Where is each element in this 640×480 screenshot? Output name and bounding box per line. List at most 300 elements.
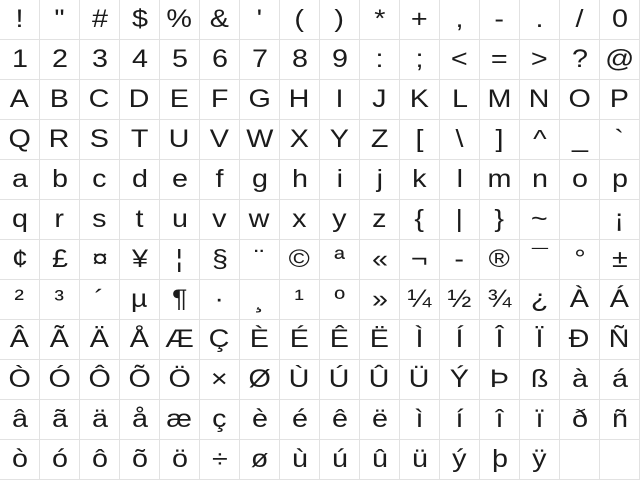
glyph-cell[interactable] [480, 360, 520, 400]
glyph: ¦ [175, 245, 184, 273]
glyph-cell[interactable] [600, 360, 640, 400]
glyph-cell[interactable] [400, 240, 440, 280]
glyph: Â [9, 325, 30, 353]
glyph: I [335, 85, 344, 113]
glyph-cell[interactable] [0, 200, 40, 240]
glyph-cell[interactable] [160, 200, 200, 240]
glyph-cell[interactable] [600, 280, 640, 320]
glyph-cell[interactable] [360, 240, 400, 280]
glyph-cell[interactable] [200, 160, 240, 200]
glyph-cell[interactable] [320, 320, 360, 360]
glyph-cell[interactable] [400, 320, 440, 360]
glyph: ¯ [531, 245, 548, 273]
glyph-cell[interactable] [200, 0, 240, 40]
glyph-cell[interactable] [200, 40, 240, 80]
glyph-cell[interactable] [480, 120, 520, 160]
glyph-cell[interactable] [160, 320, 200, 360]
glyph-cell[interactable] [80, 80, 120, 120]
glyph-cell[interactable] [240, 360, 280, 400]
glyph-cell[interactable] [240, 0, 280, 40]
glyph-cell[interactable] [360, 120, 400, 160]
glyph-cell[interactable] [280, 0, 320, 40]
glyph-cell[interactable] [560, 360, 600, 400]
glyph-cell[interactable] [80, 160, 120, 200]
glyph-cell[interactable] [0, 40, 40, 80]
glyph-cell[interactable] [160, 120, 200, 160]
glyph-cell[interactable] [40, 320, 80, 360]
glyph-cell[interactable] [80, 200, 120, 240]
glyph-cell[interactable] [320, 0, 360, 40]
glyph-cell[interactable] [40, 40, 80, 80]
glyph-cell[interactable] [80, 280, 120, 320]
glyph: Ð [569, 325, 590, 353]
glyph-cell[interactable] [520, 0, 560, 40]
glyph-cell[interactable] [560, 120, 600, 160]
glyph: Q [8, 125, 31, 153]
glyph: È [249, 325, 270, 353]
glyph-cell[interactable] [280, 440, 320, 480]
glyph-cell[interactable] [40, 120, 80, 160]
glyph: g [251, 165, 268, 193]
glyph-cell[interactable] [400, 440, 440, 480]
glyph: e [171, 165, 188, 193]
glyph: R [49, 125, 70, 153]
glyph: t [135, 205, 144, 233]
glyph-cell[interactable] [200, 280, 240, 320]
glyph-cell[interactable] [520, 120, 560, 160]
glyph-cell[interactable] [440, 360, 480, 400]
glyph-cell[interactable] [320, 360, 360, 400]
glyph: ö [171, 445, 188, 473]
glyph-cell[interactable] [40, 360, 80, 400]
glyph: Z [370, 125, 389, 153]
glyph: Ò [8, 365, 31, 393]
glyph-cell[interactable] [240, 200, 280, 240]
glyph-cell[interactable] [400, 360, 440, 400]
glyph: Ø [248, 365, 271, 393]
empty-glyph-cell [560, 440, 600, 480]
glyph-cell[interactable] [320, 400, 360, 440]
glyph-cell[interactable] [120, 400, 160, 440]
glyph-cell[interactable] [280, 400, 320, 440]
glyph-cell[interactable] [80, 360, 120, 400]
glyph-cell[interactable] [440, 0, 480, 40]
glyph-cell[interactable] [40, 440, 80, 480]
glyph: Ú [329, 365, 350, 393]
glyph-cell[interactable] [400, 280, 440, 320]
glyph: - [454, 245, 465, 273]
glyph: ; [415, 45, 424, 73]
glyph: Ë [369, 325, 390, 353]
glyph: & [209, 5, 230, 33]
glyph-cell[interactable] [240, 280, 280, 320]
glyph-cell[interactable] [560, 320, 600, 360]
glyph: ¾ [487, 285, 512, 313]
glyph: è [251, 405, 268, 433]
glyph: m [487, 165, 512, 193]
glyph-cell[interactable] [560, 0, 600, 40]
glyph: ] [495, 125, 504, 153]
glyph: û [371, 445, 388, 473]
glyph-cell[interactable] [160, 240, 200, 280]
glyph: ç [212, 405, 227, 433]
glyph-cell[interactable] [360, 160, 400, 200]
glyph-cell[interactable] [520, 360, 560, 400]
glyph: : [375, 45, 384, 73]
glyph-cell[interactable] [40, 200, 80, 240]
glyph-cell[interactable] [280, 200, 320, 240]
glyph: T [130, 125, 149, 153]
glyph: 5 [171, 45, 188, 73]
glyph-cell[interactable] [520, 280, 560, 320]
glyph-cell[interactable] [600, 0, 640, 40]
glyph: Å [129, 325, 150, 353]
glyph-cell[interactable] [40, 280, 80, 320]
glyph: } [494, 205, 505, 233]
glyph-cell[interactable] [280, 160, 320, 200]
glyph: É [289, 325, 310, 353]
glyph: Ý [449, 365, 470, 393]
glyph-cell[interactable] [400, 200, 440, 240]
glyph-cell[interactable] [160, 400, 200, 440]
glyph: \ [455, 125, 464, 153]
glyph: í [455, 405, 464, 433]
glyph-cell[interactable] [40, 400, 80, 440]
glyph-cell[interactable] [0, 80, 40, 120]
glyph-cell[interactable] [0, 120, 40, 160]
glyph-cell[interactable] [600, 160, 640, 200]
glyph: P [609, 85, 630, 113]
glyph-cell[interactable] [360, 40, 400, 80]
glyph-cell[interactable] [40, 0, 80, 40]
glyph-cell[interactable] [520, 40, 560, 80]
glyph-cell[interactable] [320, 280, 360, 320]
glyph-cell[interactable] [440, 200, 480, 240]
glyph-cell[interactable] [240, 440, 280, 480]
glyph-cell[interactable] [600, 120, 640, 160]
glyph-cell[interactable] [0, 240, 40, 280]
glyph-cell[interactable] [360, 400, 400, 440]
glyph-cell[interactable] [560, 240, 600, 280]
glyph: U [169, 125, 190, 153]
glyph-cell[interactable] [320, 160, 360, 200]
glyph-cell[interactable] [480, 0, 520, 40]
glyph-cell[interactable] [240, 120, 280, 160]
glyph: F [210, 85, 229, 113]
glyph: ¼ [407, 285, 432, 313]
glyph: Ñ [609, 325, 630, 353]
glyph-cell[interactable] [200, 80, 240, 120]
glyph: ¸ [254, 285, 265, 313]
glyph: ¢ [11, 245, 28, 273]
glyph: C [89, 85, 110, 113]
glyph: - [494, 5, 505, 33]
glyph: % [166, 5, 193, 33]
glyph-cell[interactable] [240, 80, 280, 120]
glyph: v [212, 205, 227, 233]
glyph: , [455, 5, 464, 33]
glyph-cell[interactable] [200, 360, 240, 400]
glyph: # [91, 5, 108, 33]
glyph-cell[interactable] [160, 80, 200, 120]
glyph-cell[interactable] [480, 320, 520, 360]
glyph-cell[interactable] [360, 320, 400, 360]
glyph-cell[interactable] [120, 200, 160, 240]
glyph: w [249, 205, 270, 233]
glyph: ù [291, 445, 308, 473]
glyph: Õ [128, 365, 151, 393]
glyph-cell[interactable] [80, 40, 120, 80]
glyph: H [289, 85, 310, 113]
glyph-cell[interactable] [320, 240, 360, 280]
glyph-cell[interactable] [40, 80, 80, 120]
glyph-cell[interactable] [0, 0, 40, 40]
glyph-cell[interactable] [480, 440, 520, 480]
glyph-cell[interactable] [480, 240, 520, 280]
glyph-cell[interactable] [600, 320, 640, 360]
glyph: Á [609, 285, 630, 313]
glyph: ^ [532, 125, 547, 153]
glyph: ¬ [411, 245, 428, 273]
glyph-cell[interactable] [80, 120, 120, 160]
glyph: ï [535, 405, 544, 433]
glyph-cell[interactable] [0, 440, 40, 480]
glyph-cell[interactable] [160, 40, 200, 80]
glyph: á [611, 365, 628, 393]
glyph-cell[interactable] [520, 80, 560, 120]
glyph: é [291, 405, 308, 433]
glyph-cell[interactable] [400, 120, 440, 160]
glyph-cell[interactable] [120, 360, 160, 400]
glyph-cell[interactable] [480, 80, 520, 120]
glyph: ÷ [211, 445, 228, 473]
glyph-cell[interactable] [560, 400, 600, 440]
glyph-cell[interactable] [560, 160, 600, 200]
glyph: c [92, 165, 107, 193]
glyph-cell[interactable] [160, 160, 200, 200]
glyph-cell[interactable] [400, 80, 440, 120]
glyph-cell[interactable] [440, 280, 480, 320]
glyph: 1 [11, 45, 28, 73]
glyph-cell[interactable] [240, 240, 280, 280]
glyph: ¿ [530, 285, 549, 313]
glyph: Û [369, 365, 390, 393]
glyph: ° [573, 245, 586, 273]
glyph-cell[interactable] [0, 320, 40, 360]
glyph: µ [131, 285, 148, 313]
glyph-cell[interactable] [480, 200, 520, 240]
glyph-cell[interactable] [520, 240, 560, 280]
empty-glyph-cell [560, 200, 600, 240]
glyph-cell[interactable] [440, 40, 480, 80]
glyph-cell[interactable] [560, 280, 600, 320]
glyph-cell[interactable] [360, 200, 400, 240]
glyph-cell[interactable] [520, 320, 560, 360]
glyph-cell[interactable] [280, 80, 320, 120]
glyph-cell[interactable] [320, 120, 360, 160]
glyph-cell[interactable] [120, 120, 160, 160]
glyph: ( [294, 5, 305, 33]
glyph: J [372, 85, 387, 113]
glyph-cell[interactable] [400, 40, 440, 80]
glyph: j [376, 165, 383, 193]
glyph: q [11, 205, 28, 233]
glyph-cell[interactable] [400, 160, 440, 200]
glyph: 4 [131, 45, 148, 73]
glyph: à [571, 365, 588, 393]
glyph-cell[interactable] [120, 240, 160, 280]
glyph: ± [611, 245, 628, 273]
glyph-cell[interactable] [400, 400, 440, 440]
glyph: 8 [291, 45, 308, 73]
glyph-cell[interactable] [200, 200, 240, 240]
glyph: r [54, 205, 65, 233]
glyph: ð [571, 405, 588, 433]
glyph-cell[interactable] [0, 360, 40, 400]
glyph-cell[interactable] [280, 320, 320, 360]
glyph-cell[interactable] [200, 240, 240, 280]
glyph: + [411, 5, 428, 33]
glyph: ÿ [532, 445, 547, 473]
glyph-cell[interactable] [440, 320, 480, 360]
glyph-cell[interactable] [480, 40, 520, 80]
glyph-cell[interactable] [120, 40, 160, 80]
glyph-cell[interactable] [120, 80, 160, 120]
glyph-cell[interactable] [240, 160, 280, 200]
glyph-cell[interactable] [0, 160, 40, 200]
glyph-cell[interactable] [360, 280, 400, 320]
glyph: Ï [535, 325, 544, 353]
glyph-cell[interactable] [120, 280, 160, 320]
glyph: f [215, 165, 224, 193]
glyph: A [9, 85, 30, 113]
glyph-cell[interactable] [80, 240, 120, 280]
glyph: b [51, 165, 68, 193]
glyph: ³ [54, 285, 65, 313]
glyph: l [456, 165, 463, 193]
glyph-cell[interactable] [80, 0, 120, 40]
glyph-cell[interactable] [360, 80, 400, 120]
glyph: k [412, 165, 427, 193]
glyph-cell[interactable] [160, 360, 200, 400]
glyph: Þ [489, 365, 510, 393]
glyph-cell[interactable] [280, 40, 320, 80]
glyph-cell[interactable] [240, 320, 280, 360]
glyph: ø [250, 445, 269, 473]
glyph-cell[interactable] [520, 160, 560, 200]
glyph: D [129, 85, 150, 113]
glyph-cell[interactable] [320, 80, 360, 120]
glyph: Ü [409, 365, 430, 393]
glyph: h [291, 165, 308, 193]
glyph: " [54, 5, 65, 33]
glyph-cell[interactable] [320, 40, 360, 80]
glyph: ¤ [91, 245, 108, 273]
glyph: ª [334, 245, 345, 273]
glyph-cell[interactable] [0, 280, 40, 320]
glyph-cell[interactable] [360, 440, 400, 480]
glyph: o [571, 165, 588, 193]
glyph-cell[interactable] [80, 440, 120, 480]
glyph-cell[interactable] [280, 240, 320, 280]
glyph-cell[interactable] [560, 40, 600, 80]
glyph-cell[interactable] [240, 400, 280, 440]
glyph-cell[interactable] [400, 0, 440, 40]
glyph: § [211, 245, 228, 273]
glyph-cell[interactable] [320, 200, 360, 240]
glyph-cell[interactable] [520, 200, 560, 240]
glyph-cell[interactable] [200, 400, 240, 440]
glyph-cell[interactable] [440, 80, 480, 120]
glyph-cell[interactable] [80, 400, 120, 440]
glyph-cell[interactable] [200, 320, 240, 360]
glyph-cell[interactable] [160, 440, 200, 480]
glyph: â [11, 405, 28, 433]
glyph: Ç [209, 325, 230, 353]
glyph-cell[interactable] [520, 440, 560, 480]
glyph-cell[interactable] [600, 80, 640, 120]
glyph-cell[interactable] [440, 440, 480, 480]
glyph-cell[interactable] [280, 280, 320, 320]
glyph: » [371, 285, 388, 313]
glyph-cell[interactable] [120, 160, 160, 200]
glyph-cell[interactable] [560, 80, 600, 120]
glyph: = [491, 45, 508, 73]
glyph-cell[interactable] [600, 40, 640, 80]
glyph-cell[interactable] [600, 200, 640, 240]
glyph-cell[interactable] [200, 440, 240, 480]
glyph-cell[interactable] [360, 0, 400, 40]
glyph-cell[interactable] [480, 280, 520, 320]
glyph: £ [51, 245, 68, 273]
glyph-cell[interactable] [440, 160, 480, 200]
glyph: 3 [91, 45, 108, 73]
glyph-cell[interactable] [120, 320, 160, 360]
glyph: { [414, 205, 425, 233]
glyph-cell[interactable] [120, 0, 160, 40]
glyph-cell[interactable] [480, 400, 520, 440]
glyph-cell[interactable] [480, 160, 520, 200]
glyph-cell[interactable] [440, 240, 480, 280]
glyph-cell[interactable] [120, 440, 160, 480]
glyph: ) [334, 5, 345, 33]
glyph-cell[interactable] [600, 240, 640, 280]
glyph: þ [491, 445, 508, 473]
glyph-cell[interactable] [40, 160, 80, 200]
glyph-cell[interactable] [440, 120, 480, 160]
glyph: 2 [51, 45, 68, 73]
glyph-cell[interactable] [280, 120, 320, 160]
glyph-cell[interactable] [80, 320, 120, 360]
glyph-cell[interactable] [280, 360, 320, 400]
glyph-cell[interactable] [160, 280, 200, 320]
glyph-cell[interactable] [440, 400, 480, 440]
glyph-cell[interactable] [40, 240, 80, 280]
glyph-cell[interactable] [0, 400, 40, 440]
glyph-cell[interactable] [600, 400, 640, 440]
glyph: ® [488, 245, 511, 273]
glyph-cell[interactable] [520, 400, 560, 440]
glyph: ß [530, 365, 549, 393]
glyph-cell[interactable] [360, 360, 400, 400]
glyph-cell[interactable] [200, 120, 240, 160]
glyph-cell[interactable] [240, 40, 280, 80]
glyph-cell[interactable] [320, 440, 360, 480]
glyph: * [373, 5, 386, 33]
glyph: E [169, 85, 190, 113]
glyph-cell[interactable] [160, 0, 200, 40]
glyph: i [336, 165, 343, 193]
